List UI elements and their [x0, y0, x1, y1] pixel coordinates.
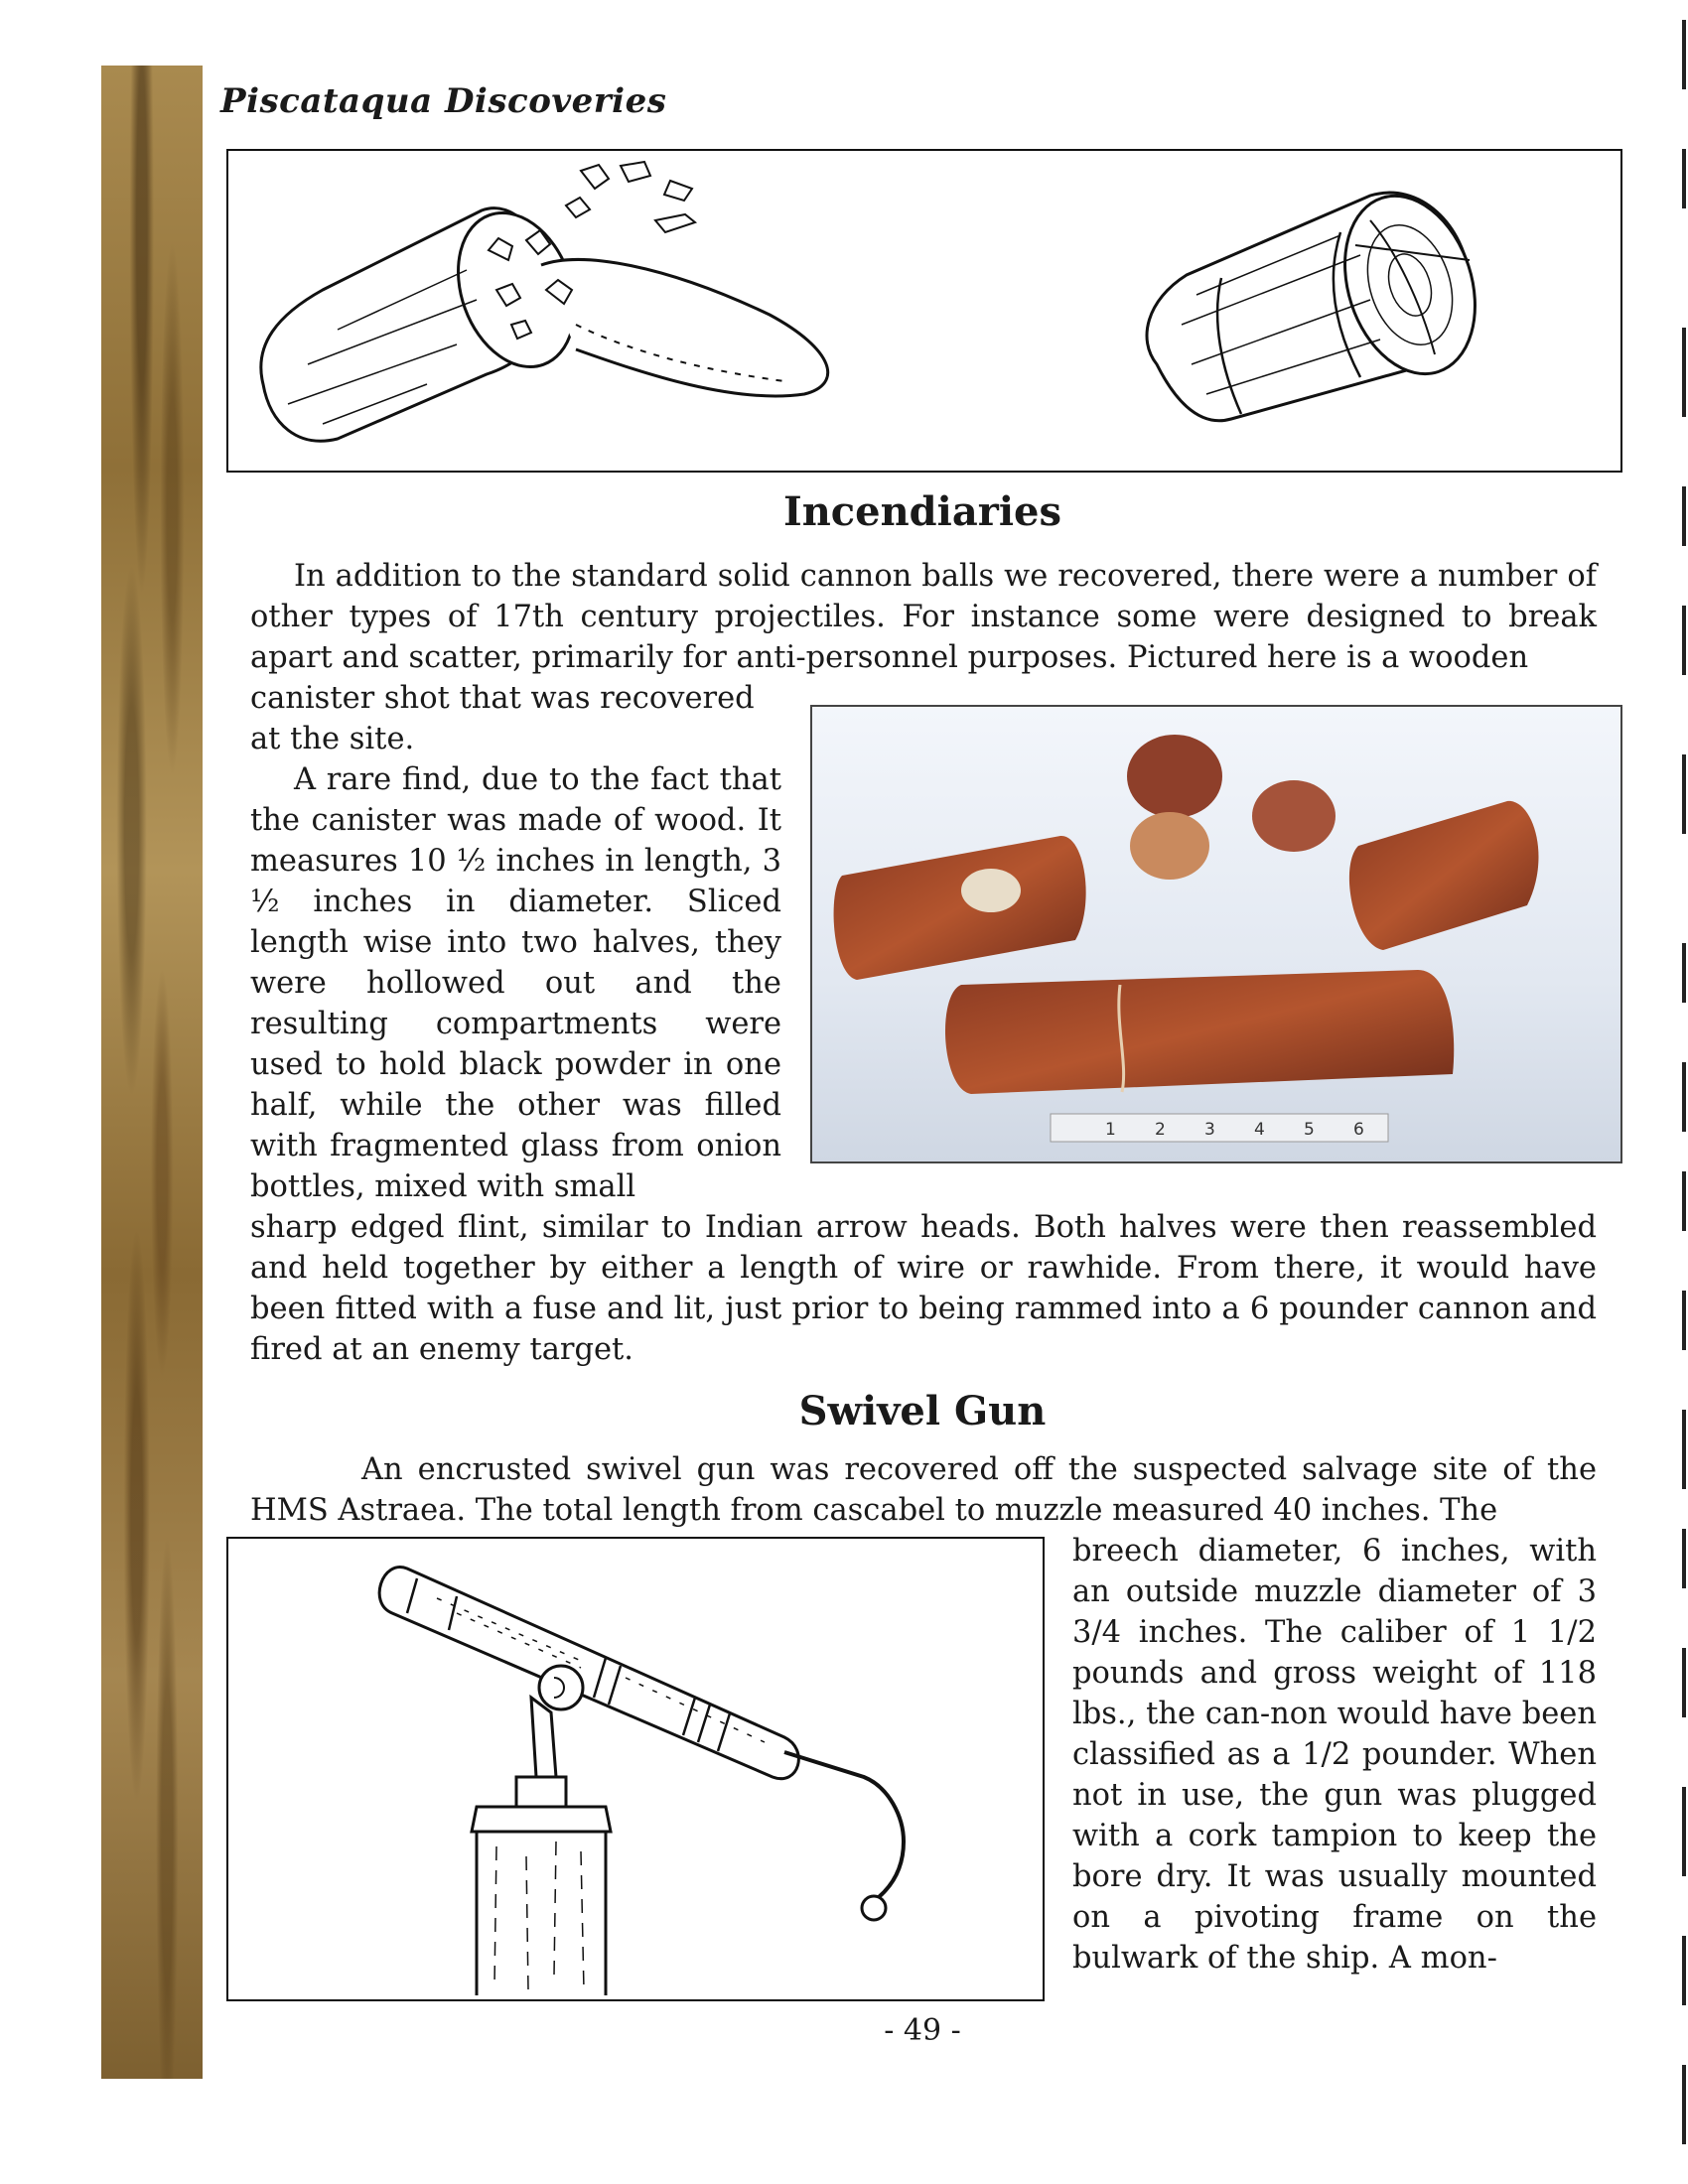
scale-mark-5: 5: [1304, 1120, 1315, 1140]
scale-mark-2: 2: [1155, 1120, 1166, 1140]
section-heading-incendiaries: Incendiaries: [783, 488, 1061, 535]
incendiaries-paragraph-1-cont: canister shot that was recovered at the site.: [250, 681, 755, 756]
canister-line-drawing: [228, 151, 1620, 471]
canister-photograph: [810, 705, 1622, 1163]
incendiaries-paragraph-1: In addition to the standard solid cannon balls we recovered, there were a number of other types of 17th century projectiles. For instance some were designed to break apart and scatter, primarily for anti-personnel purposes. Pictured here is a wooden: [250, 559, 1597, 675]
swivel-gun-line-drawing: [228, 1539, 1043, 1999]
scale-mark-4: 4: [1254, 1120, 1265, 1140]
scan-edge-marks: [1676, 0, 1688, 2184]
scale-mark-6: 6: [1353, 1120, 1364, 1140]
incendiaries-paragraph-2: A rare find, due to the fact that the canister was made of wood. It measures 10 ½ inches in length, 3 ½ inches in diameter. Sliced length wise into two halves, they were hollowed out and the resulting compartments were used to hold black powder in one half, while the other was filled with fragmented glass from onion bottles, mixed with small: [250, 762, 781, 1204]
canister-photo-illustration: [812, 707, 1617, 1158]
section-heading-swivel-gun: Swivel Gun: [798, 1388, 1047, 1434]
canister-drawing-figure: [226, 149, 1622, 473]
swivel-gun-drawing-figure: [226, 1537, 1045, 2001]
swivel-gun-paragraph-1: An encrusted swivel gun was recovered off the suspected salvage site of the HMS Astraea. The total length from cascabel to muzzle measured 40 inches. The: [250, 1452, 1597, 1528]
swivel-gun-paragraph-1-cont: breech diameter, 6 inches, with an outside muzzle diameter of 3 3/4 inches. The caliber of 1 1/2 pounds and gross weight of 118 lbs., the can-non would have been classified as a 1/2 pounder. When not in use, the gun was plugged with a cork tampion to keep the bore dry. It was usually mounted on a pivoting frame on the bulwark of the ship. A mon-: [1072, 1534, 1597, 1976]
decorative-map-strip: [101, 66, 203, 2079]
running-header: Piscataqua Discoveries: [220, 81, 667, 121]
page-number: - 49 -: [884, 2013, 961, 2048]
scale-mark-1: 1: [1105, 1120, 1116, 1140]
scale-mark-3: 3: [1204, 1120, 1215, 1140]
incendiaries-paragraph-2-cont: sharp edged flint, similar to Indian arrow heads. Both halves were then reassembled and held together by either a length of wire or rawhide. From there, it would have been fitted with a fuse and lit, just prior to being rammed into a 6 pounder cannon and fired at an enemy target.: [250, 1210, 1597, 1367]
